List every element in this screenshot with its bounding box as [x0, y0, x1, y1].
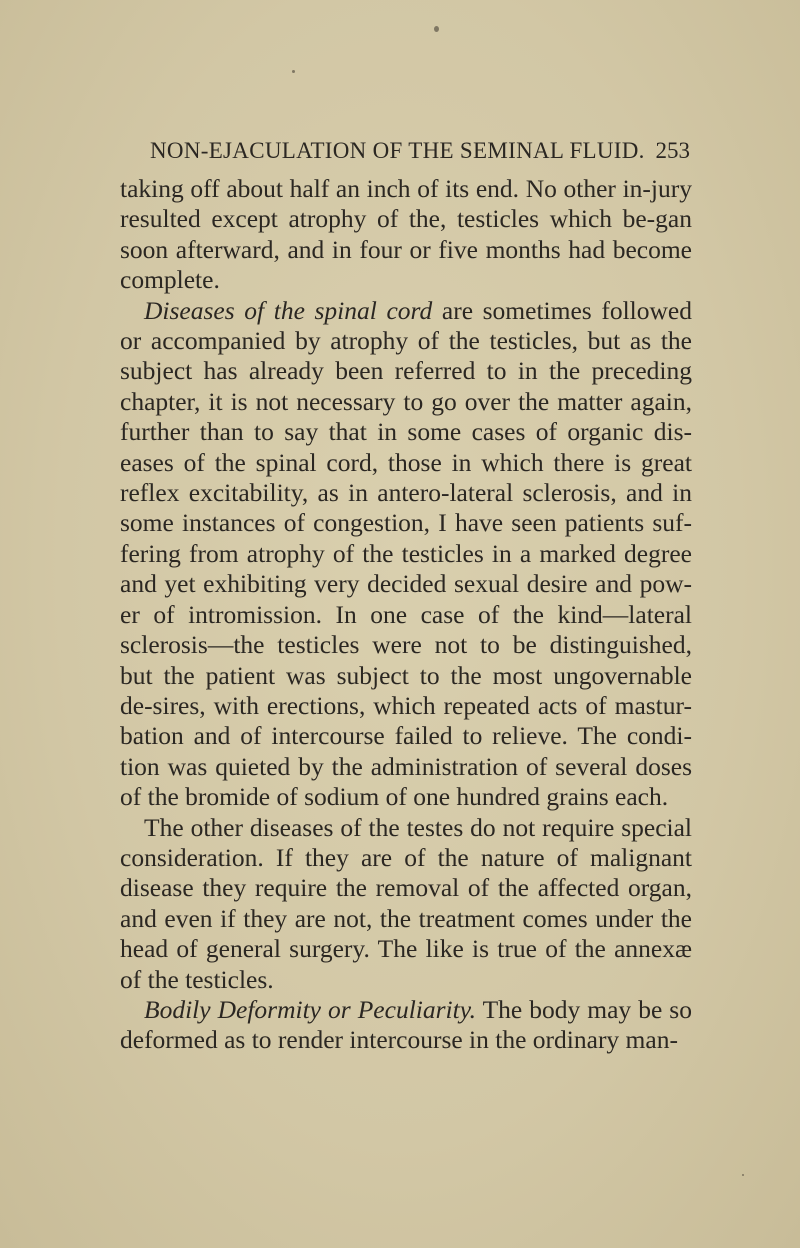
paragraph — [120, 174, 692, 296]
section-heading-spinal-cord: Diseases of the spinal cord — [144, 295, 433, 325]
page-number: 253 — [655, 138, 690, 163]
running-title: NON-EJACULATION OF THE SEMINAL FLUID. — [150, 138, 645, 163]
text-run: The body may be so deformed as to render intercourse in the ordinary man- — [120, 994, 692, 1055]
running-head — [150, 138, 690, 172]
paragraph — [120, 296, 692, 813]
paper-speck — [292, 70, 295, 73]
paragraph — [120, 813, 692, 995]
paper-speck — [434, 26, 439, 32]
section-heading-bodily-deformity: Bodily Deformity or Peculiarity. — [144, 994, 476, 1024]
text-run: taking off about half an inch of its end. No other in-jury resulted except atrophy of the, testicles which be-gan soon afterward, and in four or five months had become complete. — [120, 174, 692, 295]
paper-speck — [742, 1174, 744, 1176]
text-run: are sometimes followed or accompanied by atrophy of the testicles, but as the subject has already been referred to in the preceding chapter, it is not necessary to go over the matter again, further than to say that in some cases of organic dis-eases of the spinal cord, those in which there is great reflex excitability, as in antero-lateral sclerosis, and in some instances of congestion, I have seen patients suf-fering from atrophy of the testicles in a marked degree and yet exhibiting very decided sexual desire and pow-er of intromission. In one case of the kind—lateral sclerosis—the testicles were not to be distinguished, but the patient was subject to the most ungovernable de-sires, with erections, which repeated acts of mastur-bation and of intercourse failed to relieve. The condi-tion was quieted by the administration of several doses of the bromide of sodium of one hundred grains each. — [120, 295, 692, 812]
body-text — [120, 174, 692, 1056]
paragraph — [120, 995, 692, 1056]
text-run: The other diseases of the testes do not require special consideration. If they are of the nature of malignant disease they require the removal of the affected organ, and even if they are not, the treatment comes under the head of general surgery. The like is true of the annexæ of the testicles. — [120, 812, 692, 994]
